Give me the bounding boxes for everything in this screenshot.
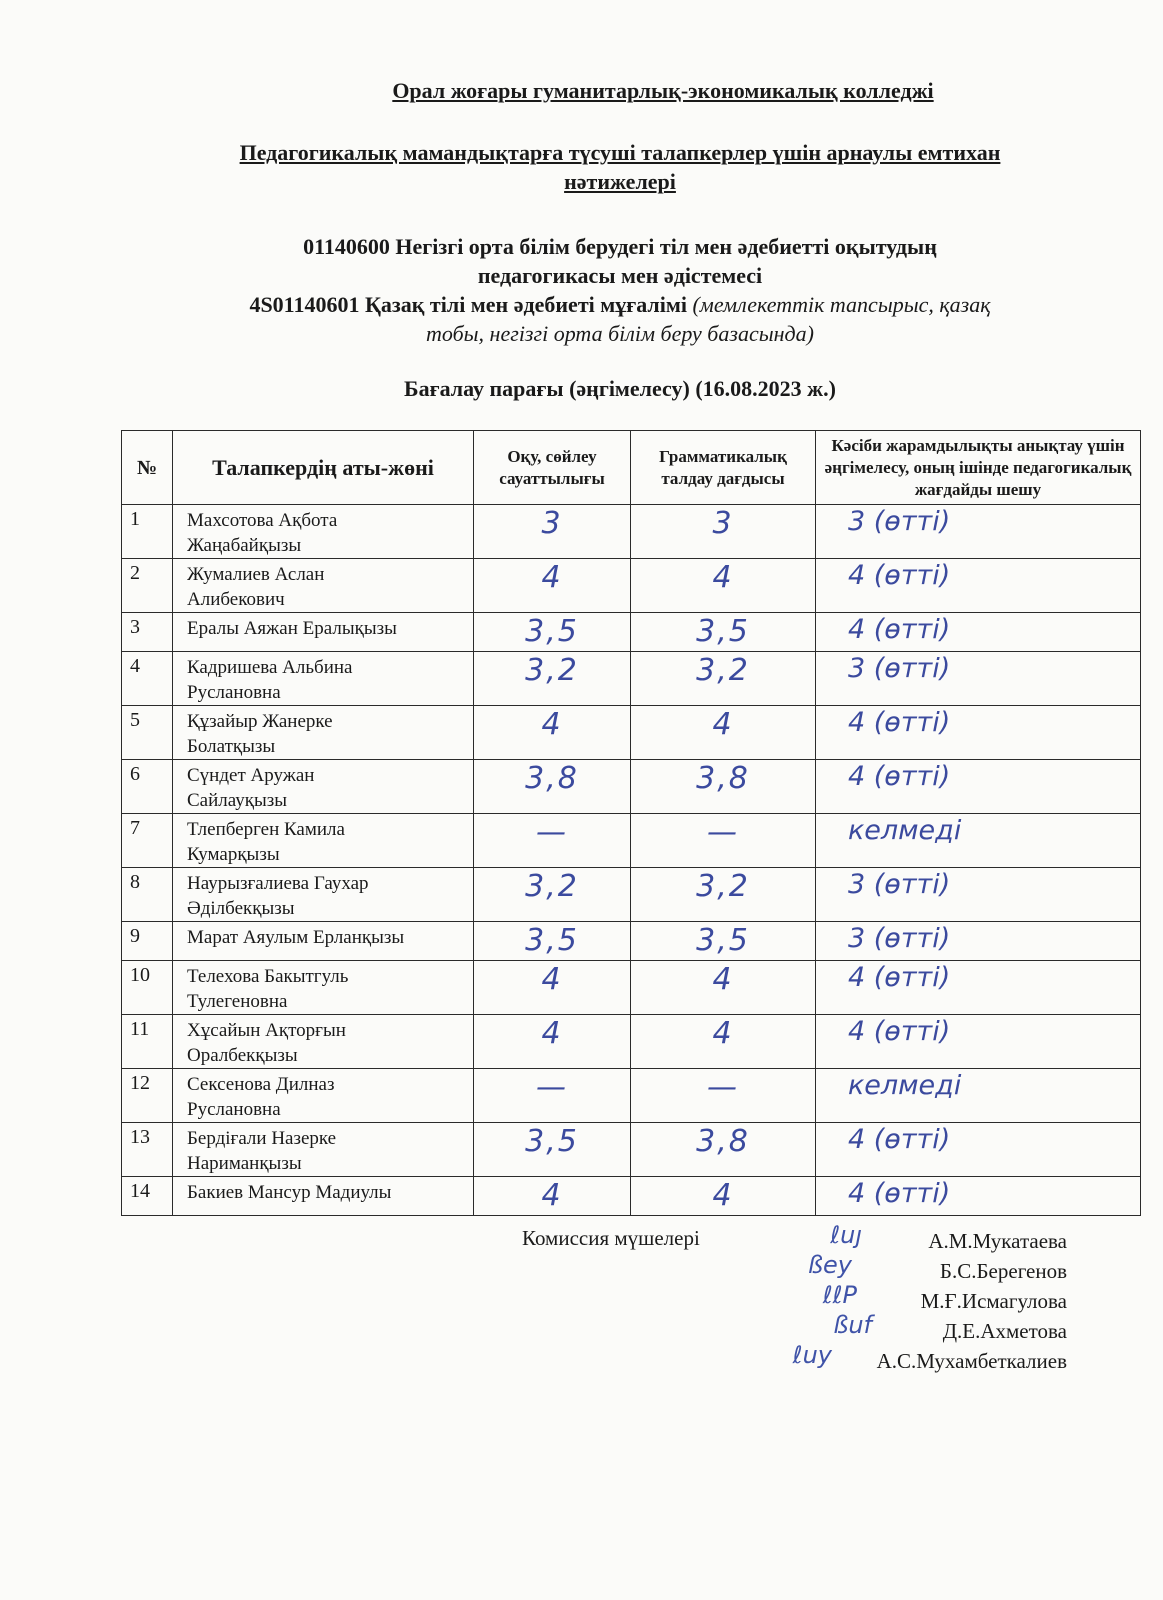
interview-result: келмеді (816, 814, 1141, 868)
applicant-name-line-1: Хұсайын Ақторғын (187, 1020, 346, 1041)
table-row (122, 559, 1141, 613)
specialty-line-1: 01140600 Негізгі орта білім берудегі тіл мен әдебиетті оқытудың (303, 234, 937, 259)
signature-mark: ℓℓP (822, 1281, 857, 1309)
grammar-grade: 4 (631, 1177, 816, 1216)
table-row (122, 961, 1141, 1015)
applicant-name (173, 1177, 474, 1216)
specialty-line-2: педагогикасы мен әдістемесі (477, 263, 763, 288)
row-number: 13 (122, 1123, 173, 1177)
reading-grade: — (474, 1069, 631, 1123)
results-title-line-2: нәтижелері (564, 169, 676, 194)
col-reading-header: Оқу, сөйлеу сауаттылығы (474, 431, 631, 505)
interview-result: 4 (өтті) (816, 1015, 1141, 1069)
grammar-grade: 3,8 (631, 1123, 816, 1177)
applicant-name-line-2: Тулегеновна (187, 991, 288, 1012)
reading-grade: 4 (474, 961, 631, 1015)
applicant-name-line-1: Сүндет Аружан (187, 765, 315, 786)
applicant-name (173, 1123, 474, 1177)
specialty-block (150, 232, 1090, 348)
grammar-grade: 4 (631, 706, 816, 760)
grammar-grade: — (631, 1069, 816, 1123)
applicant-name (173, 961, 474, 1015)
applicant-name-line-1: Наурызғалиева Гаухар (187, 873, 369, 894)
table-row (122, 922, 1141, 961)
applicant-name-line-1: Жумалиев Аслан (187, 564, 325, 585)
applicant-name (173, 814, 474, 868)
commission-member (760, 1341, 1067, 1376)
applicant-name-line-2: Кумарқызы (187, 844, 280, 865)
interview-result: 4 (өтті) (816, 1123, 1141, 1177)
reading-grade: 3,8 (474, 760, 631, 814)
applicant-name-line-2: Алибекович (187, 589, 285, 610)
reading-grade: 3,5 (474, 1123, 631, 1177)
table-row (122, 1177, 1141, 1216)
applicant-name-line-1: Тлепберген Камила (187, 819, 345, 840)
member-name: М.Ғ.Исмагулова (920, 1289, 1067, 1313)
grammar-grade: 3,2 (631, 868, 816, 922)
applicant-name-line-1: Сексенова Дилназ (187, 1074, 335, 1095)
member-name: А.С.Мухамбеткалиев (876, 1349, 1067, 1373)
row-number: 2 (122, 559, 173, 613)
applicant-name (173, 1015, 474, 1069)
applicant-name (173, 652, 474, 706)
college-title: Орал жоғары гуманитарлық-экономикалық колледжі (392, 78, 934, 103)
grammar-grade: 4 (631, 961, 816, 1015)
grammar-grade: 3 (631, 505, 816, 559)
table-row (122, 760, 1141, 814)
applicant-name-line-1: Махсотова Ақбота (187, 510, 338, 531)
table-row (122, 1015, 1141, 1069)
table-row (122, 868, 1141, 922)
grammar-grade: 3,2 (631, 652, 816, 706)
col-grammar-header: Грамматикалық талдау дағдысы (631, 431, 816, 505)
grammar-grade: 3,5 (631, 922, 816, 961)
grades-table (121, 430, 1141, 1216)
qualification-line (150, 290, 1090, 319)
table-row (122, 505, 1141, 559)
applicant-name-line-1: Құзайыр Жанерке (187, 711, 333, 732)
row-number: 3 (122, 613, 173, 652)
row-number: 11 (122, 1015, 173, 1069)
reading-grade: 4 (474, 559, 631, 613)
interview-result: 4 (өтті) (816, 613, 1141, 652)
reading-grade: 3 (474, 505, 631, 559)
table-header-row (122, 431, 1141, 505)
table-row (122, 613, 1141, 652)
applicant-name (173, 613, 474, 652)
col-name-header: Талапкердің аты-жөні (173, 431, 474, 505)
sheet-title: Бағалау парағы (әңгімелесу) (16.08.2023 ж.) (404, 376, 836, 401)
interview-result: келмеді (816, 1069, 1141, 1123)
signature-mark: ℓuȷ (830, 1221, 862, 1249)
applicant-name-line-1: Бердіғали Назерке (187, 1128, 337, 1149)
results-title-line-1: Педагогикалық мамандықтарға түсуші талапкерлер үшін арнаулы емтихан (239, 140, 1001, 165)
commission-member (760, 1281, 1067, 1316)
applicant-name (173, 559, 474, 613)
interview-result: 4 (өтті) (816, 961, 1141, 1015)
qualification-note-1: (мемлекеттік тапсырыс, қазақ (692, 292, 991, 317)
applicant-name (173, 706, 474, 760)
commission-members (760, 1221, 1067, 1376)
row-number: 4 (122, 652, 173, 706)
table-row (122, 1069, 1141, 1123)
applicant-name-line-2: Болатқызы (187, 736, 276, 757)
reading-grade: 3,2 (474, 868, 631, 922)
row-number: 1 (122, 505, 173, 559)
applicant-name (173, 760, 474, 814)
grammar-grade: 4 (631, 1015, 816, 1069)
interview-result: 4 (өтті) (816, 559, 1141, 613)
interview-result: 4 (өтті) (816, 760, 1141, 814)
table-row (122, 706, 1141, 760)
applicant-name (173, 505, 474, 559)
reading-grade: 4 (474, 706, 631, 760)
applicant-name-line-1: Телехова Бакытгуль (187, 966, 349, 987)
table-row (122, 1123, 1141, 1177)
row-number: 8 (122, 868, 173, 922)
interview-result: 3 (өтті) (816, 868, 1141, 922)
reading-grade: 3,5 (474, 922, 631, 961)
member-name: Б.С.Берегенов (939, 1259, 1067, 1283)
applicant-name-line-1: Кадришева Альбина (187, 657, 353, 678)
applicant-name-line-2: Жаңабайқызы (187, 535, 302, 556)
member-name: А.М.Мукатаева (928, 1229, 1067, 1253)
row-number: 14 (122, 1177, 173, 1216)
applicant-name-line-2: Руслановна (187, 682, 281, 703)
grammar-grade: 4 (631, 559, 816, 613)
grammar-grade: 3,8 (631, 760, 816, 814)
applicant-name (173, 868, 474, 922)
signature-mark: ßuf (833, 1311, 872, 1339)
reading-grade: 4 (474, 1015, 631, 1069)
qualification: 4S01140601 Қазақ тілі мен әдебиеті мұғалімі (249, 292, 687, 317)
row-number: 10 (122, 961, 173, 1015)
reading-grade: — (474, 814, 631, 868)
row-number: 6 (122, 760, 173, 814)
applicant-name (173, 1069, 474, 1123)
col-num-header: № (122, 431, 173, 505)
grammar-grade: 3,5 (631, 613, 816, 652)
reading-grade: 3,5 (474, 613, 631, 652)
row-number: 9 (122, 922, 173, 961)
applicant-name-line-2: Нариманқызы (187, 1153, 302, 1174)
row-number: 5 (122, 706, 173, 760)
interview-result: 3 (өтті) (816, 652, 1141, 706)
interview-result: 4 (өтті) (816, 706, 1141, 760)
commission-label: Комиссия мүшелері (522, 1226, 700, 1250)
signature-mark: ßey (807, 1251, 852, 1279)
commission-member (760, 1221, 1067, 1256)
signature-mark: ℓuy (792, 1341, 832, 1369)
results-title (150, 138, 1090, 196)
row-number: 7 (122, 814, 173, 868)
reading-grade: 4 (474, 1177, 631, 1216)
row-number: 12 (122, 1069, 173, 1123)
applicant-name-line-1: Ералы Аяжан Ералықызы (187, 618, 397, 639)
commission-member (760, 1251, 1067, 1286)
applicant-name-line-2: Оралбекқызы (187, 1045, 298, 1066)
applicant-name-line-1: Марат Аяулым Ерланқызы (187, 927, 405, 948)
applicant-name-line-2: Әділбекқызы (187, 898, 295, 919)
interview-result: 4 (өтті) (816, 1177, 1141, 1216)
member-name: Д.Е.Ахметова (942, 1319, 1067, 1343)
applicant-name-line-2: Сайлауқызы (187, 790, 287, 811)
qualification-note-2: тобы, негізгі орта білім беру базасында) (426, 321, 814, 346)
col-interview-header: Кәсіби жарамдылықты анықтау үшін әңгімелесу, оның ішінде педагогикалық жағдайды шешу (816, 431, 1141, 505)
interview-result: 3 (өтті) (816, 505, 1141, 559)
applicant-name (173, 922, 474, 961)
applicant-name-line-2: Руслановна (187, 1099, 281, 1120)
table-row (122, 814, 1141, 868)
interview-result: 3 (өтті) (816, 922, 1141, 961)
reading-grade: 3,2 (474, 652, 631, 706)
grammar-grade: — (631, 814, 816, 868)
table-row (122, 652, 1141, 706)
applicant-name-line-1: Бакиев Мансур Мадиулы (187, 1182, 392, 1203)
